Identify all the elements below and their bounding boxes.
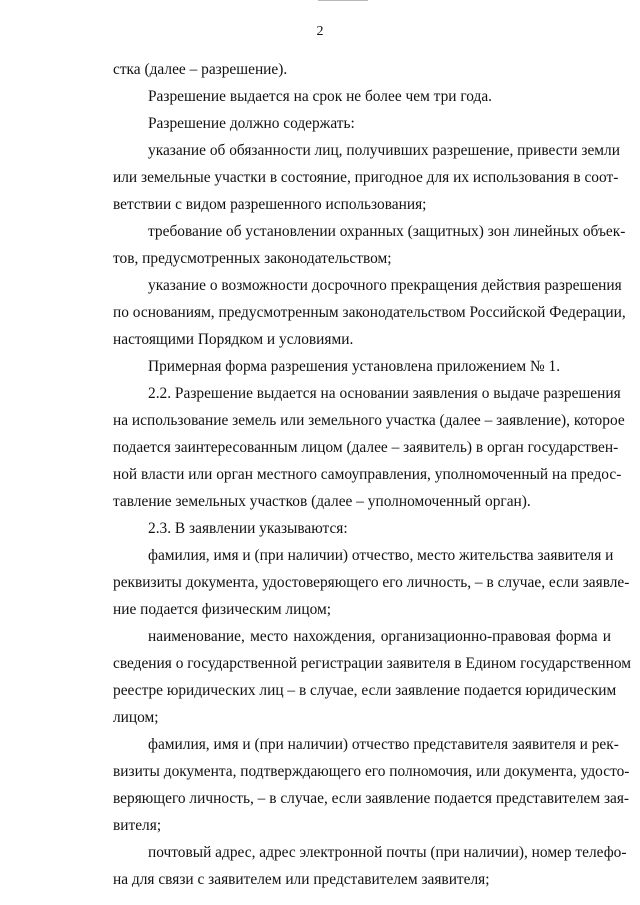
text-line: фамилия, имя и (при наличии) отчество, место жительства заявителя и	[148, 547, 614, 564]
text-line: 2.3. В заявлении указываются:	[148, 520, 348, 537]
page-number: 2	[316, 24, 324, 39]
text-line: реестре юридических лиц – в случае, если заявление подается юридическим	[113, 682, 617, 699]
text-line: веряющего личность, – в случае, если заявление подается представителем зая-	[113, 790, 630, 807]
text-line: требование об установлении охранных (защитных) зон линейных объек-	[148, 223, 626, 240]
text-line: на использование земель или земельного участка (далее – заявление), которое	[113, 412, 625, 429]
text-line: или земельные участки в состояние, пригодное для их использования в соот-	[113, 169, 619, 186]
text-line: ние подается физическим лицом;	[113, 601, 331, 618]
text-line: сведения о государственной регистрации заявителя в Едином государственном	[113, 655, 632, 672]
scan-artifact-mark	[318, 0, 368, 3]
text-line: на для связи с заявителем или представителем заявителя;	[113, 871, 490, 888]
text-line: 2.2. Разрешение выдается на основании заявления о выдаче разрешения	[148, 385, 621, 402]
text-line: почтовый адрес, адрес электронной почты (при наличии), номер телефо-	[148, 844, 627, 861]
text-line: указание о возможности досрочного прекращения действия разрешения	[148, 277, 622, 294]
text-line: стка (далее – разрешение).	[113, 61, 288, 78]
text-line: тов, предусмотренных законодательством;	[113, 250, 392, 267]
text-line: тавление земельных участков (далее – уполномоченный орган).	[113, 493, 531, 510]
text-line: Разрешение выдается на срок не более чем три года.	[148, 88, 493, 105]
text-line: фамилия, имя и (при наличии) отчество представителя заявителя и рек-	[148, 736, 619, 753]
text-line: по основаниям, предусмотренным законодательством Российской Федерации,	[113, 304, 626, 321]
text-line: Примерная форма разрешения установлена приложением № 1.	[148, 358, 561, 375]
text-line: подается заинтересованным лицом (далее – заявитель) в орган государствен-	[113, 439, 619, 456]
text-line: настоящими Порядком и условиями.	[113, 331, 354, 348]
text-line: наименование, место нахождения, организационно-правовая форма и	[148, 628, 611, 645]
text-line: визиты документа, подтверждающего его полномочия, или документа, удосто-	[113, 763, 630, 780]
text-line: лицом;	[113, 709, 159, 726]
text-line: ветствии с видом разрешенного использования;	[113, 196, 427, 213]
text-line: реквизиты документа, удостоверяющего его личность, – в случае, если заявле-	[113, 574, 630, 591]
text-line: вителя;	[113, 817, 162, 834]
text-line: указание об обязанности лиц, получивших разрешение, привести земли	[148, 142, 620, 159]
text-line: ной власти или орган местного самоуправления, уполномоченный на предос-	[113, 466, 622, 483]
text-line: Разрешение должно содержать:	[148, 115, 355, 132]
